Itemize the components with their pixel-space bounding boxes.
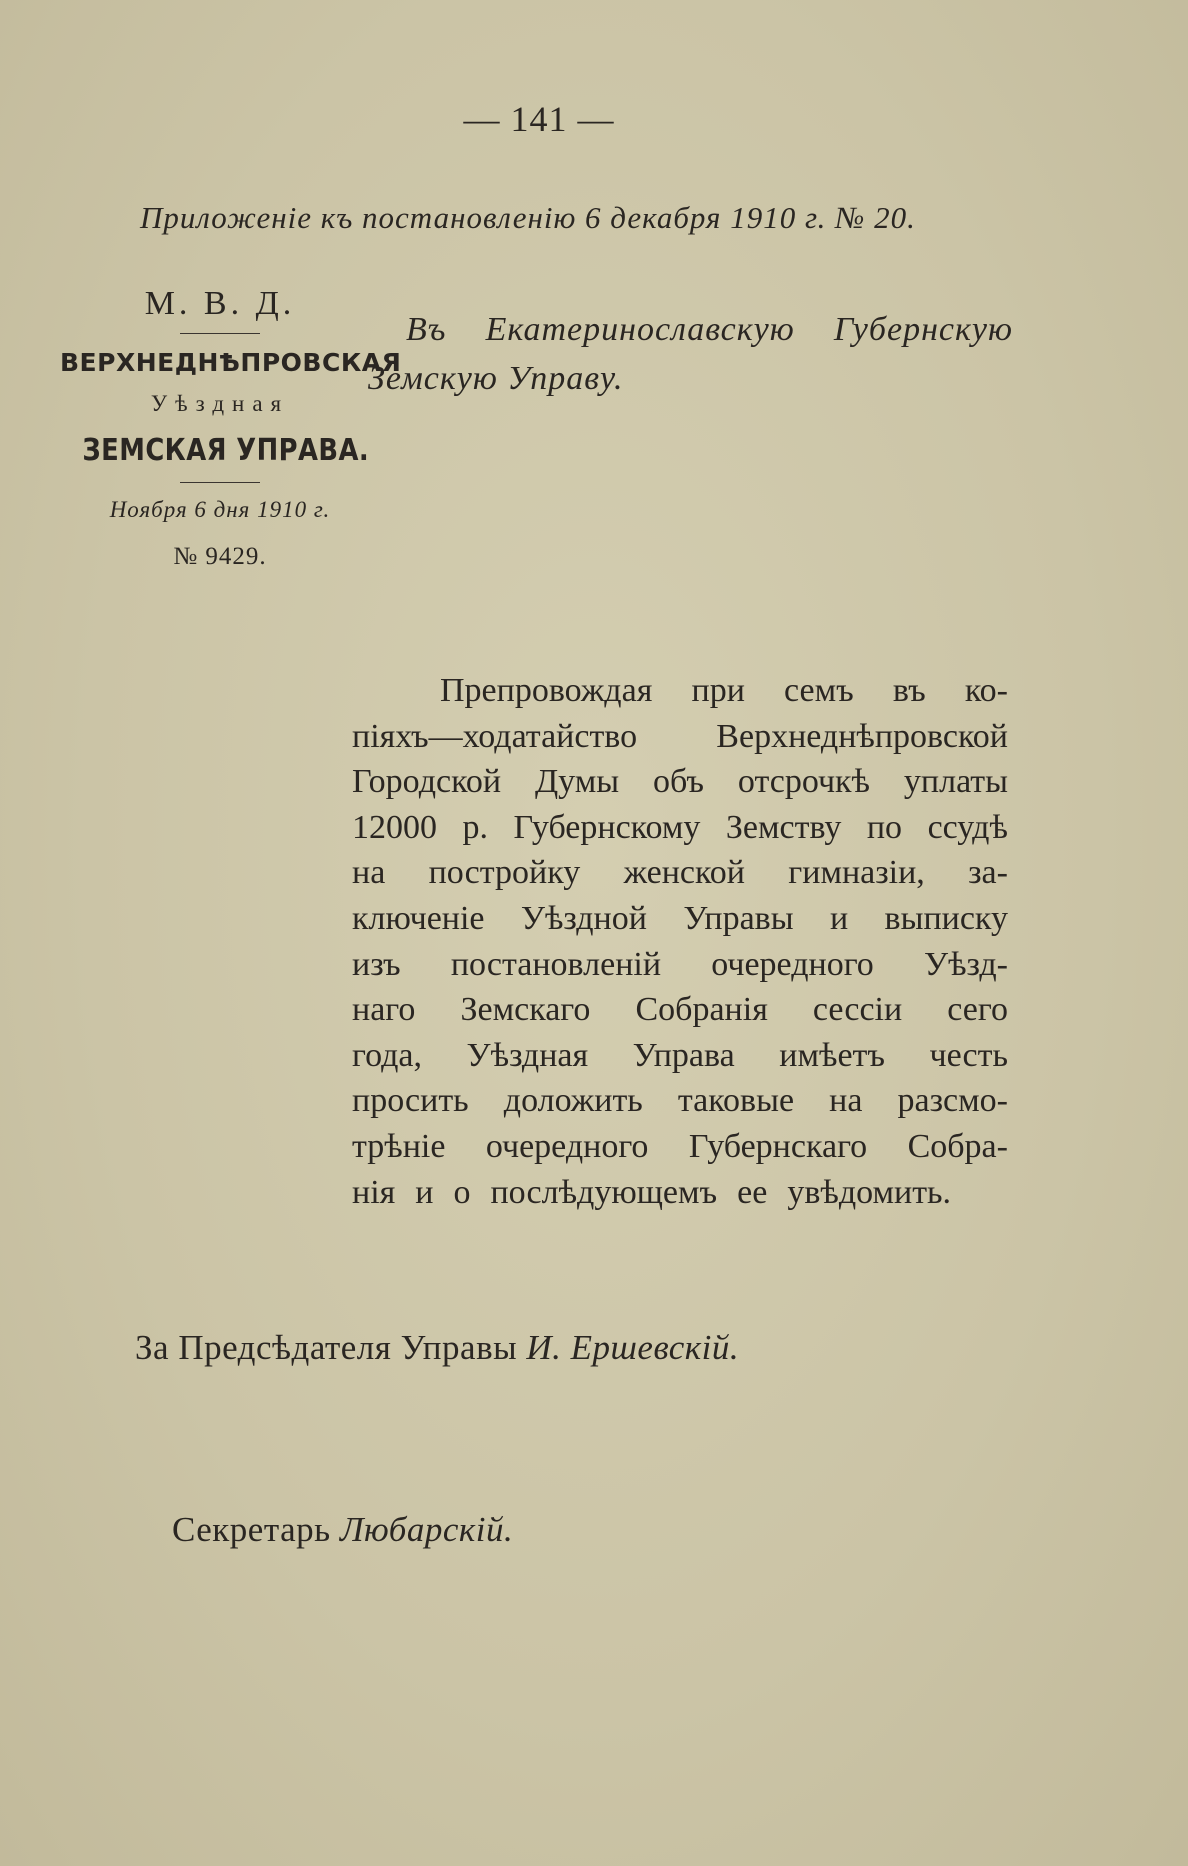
body-word: имѣетъ	[779, 1036, 885, 1074]
body-word: 12000	[352, 808, 437, 846]
body-word: по	[866, 808, 903, 846]
body-word: ссудѣ	[927, 808, 1008, 846]
body-line	[352, 805, 1008, 851]
body-word: очередного	[711, 945, 874, 983]
body-word: Уѣздная	[466, 1036, 589, 1074]
body-line	[352, 1033, 1008, 1079]
body-word: Управы	[683, 899, 794, 937]
stamp-divider	[180, 333, 260, 334]
body-word: отсрочкѣ	[737, 763, 871, 801]
stamp-ministry: М. В. Д.	[144, 285, 296, 322]
addressee-line-2: Земскую Управу.	[368, 360, 624, 397]
letterhead-stamp	[60, 285, 402, 571]
body-word: р.	[462, 808, 489, 846]
body-word: изъ	[352, 945, 401, 983]
body-word: Губернскому	[513, 808, 701, 846]
body-line	[352, 1124, 1008, 1170]
body-word: за-	[968, 854, 1008, 892]
stamp-number: № 9429.	[173, 543, 267, 570]
body-line	[352, 896, 1008, 942]
body-word: ключенiе	[352, 899, 485, 937]
addressee-word: Екатеринославскую	[485, 311, 795, 348]
body-word: объ	[652, 763, 705, 801]
stamp-uprava: ЗЕМСКАЯ УПРАВА.	[82, 433, 370, 468]
body-word: Земскаго	[460, 991, 591, 1029]
body-word: на	[352, 854, 386, 892]
body-line	[352, 714, 1008, 760]
body-word: Препровождая	[440, 672, 653, 709]
addressee	[368, 305, 1013, 403]
secretary-signature	[172, 1510, 513, 1550]
secretary-label: Секретарь	[172, 1510, 331, 1549]
body-word: о	[453, 1173, 471, 1211]
addressee-line-1	[368, 305, 1013, 354]
body-word: сего	[947, 991, 1008, 1029]
body-word: таковые	[677, 1082, 795, 1120]
body-word: постройку	[428, 854, 581, 892]
body-line	[352, 1170, 1008, 1216]
addressee-word: Губернскую	[833, 311, 1013, 348]
body-word: ко-	[964, 672, 1008, 709]
body-word: Губернскаго	[688, 1127, 868, 1165]
body-word: ее	[737, 1173, 768, 1211]
body-line	[352, 850, 1008, 896]
body-word: послѣдующемъ	[490, 1173, 718, 1211]
body-word: Верхнеднѣпровской	[716, 717, 1008, 755]
body-word: Уѣздной	[520, 899, 647, 937]
body-word: гимназiи,	[788, 854, 925, 892]
body-word: очередного	[485, 1127, 649, 1165]
body-word: сессiи	[812, 991, 903, 1029]
body-word: Городской	[352, 763, 502, 801]
body-word: Собра-	[907, 1127, 1008, 1165]
body-word: наго	[352, 991, 416, 1029]
body-line	[352, 942, 1008, 988]
page-number: — 141 —	[463, 99, 615, 139]
body-word: трѣнiе	[352, 1127, 446, 1165]
body-word: женской	[623, 854, 745, 892]
body-word: при	[691, 672, 745, 709]
stamp-uezd: Уѣздная	[150, 391, 290, 416]
body-word: Собранiя	[635, 991, 768, 1029]
body-word: просить	[352, 1082, 469, 1120]
body-line	[352, 987, 1008, 1033]
appendix-note: Приложенiе къ постановленiю 6 декабря 1910 г. № 20.	[140, 200, 916, 235]
body-word: Земству	[725, 808, 842, 846]
body-word: и	[829, 899, 849, 937]
body-word: года,	[352, 1036, 423, 1074]
body-word: разсмо-	[897, 1082, 1008, 1120]
body-word: Уѣзд-	[924, 945, 1008, 983]
body-word: на	[829, 1082, 863, 1120]
body-word: и	[415, 1173, 434, 1211]
body-word: нiя	[352, 1173, 396, 1211]
secretary-name: Любарскiй.	[339, 1510, 514, 1549]
body-word: семъ	[784, 672, 854, 709]
body-word: выписку	[884, 899, 1008, 937]
body-word: въ	[892, 672, 926, 709]
body-line	[352, 668, 1008, 714]
body-word: Думы	[534, 763, 620, 801]
addressee-word: Въ	[406, 311, 447, 348]
letter-body	[352, 668, 1008, 1215]
chairman-signature	[135, 1328, 739, 1368]
body-word: Управа	[632, 1036, 735, 1074]
stamp-date: Ноября 6 дня 1910 г.	[109, 497, 331, 522]
body-word: постановленiй	[450, 945, 662, 983]
body-word: пiяхъ—ходатайство	[352, 717, 638, 755]
body-line	[352, 1078, 1008, 1124]
body-word: доложить	[503, 1082, 643, 1120]
body-line	[352, 759, 1008, 805]
stamp-district: ВЕРХНЕДНѢПРОВСКАЯ	[60, 348, 402, 377]
chairman-label: За Предсѣдателя Управы	[135, 1328, 518, 1367]
stamp-divider-2	[180, 482, 260, 483]
body-word: честь	[929, 1036, 1008, 1074]
body-word: уплаты	[903, 763, 1008, 801]
chairman-name: И. Ершевскiй.	[526, 1328, 740, 1367]
body-word: увѣдомить.	[787, 1173, 952, 1211]
